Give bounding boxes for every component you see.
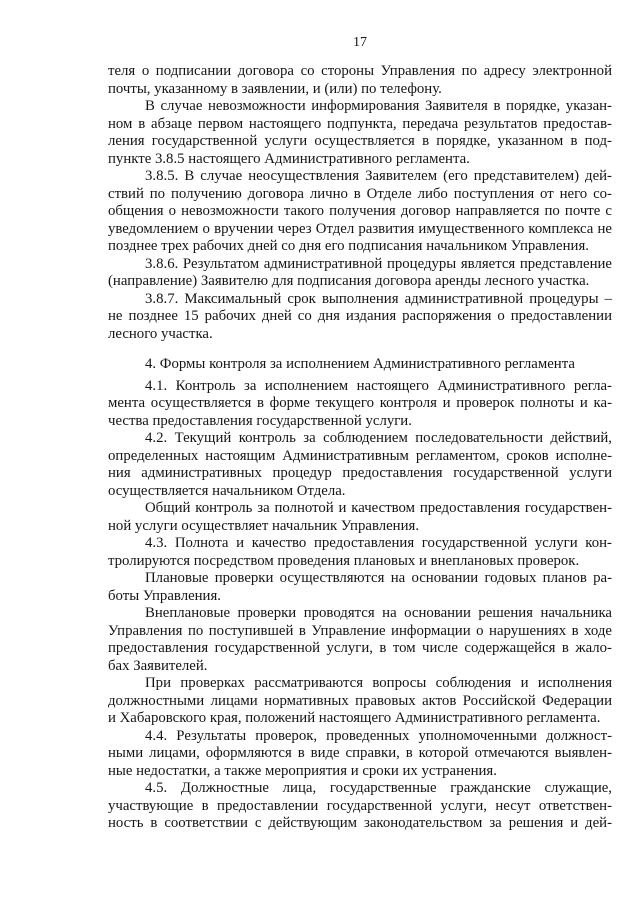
text-line: ния административных процедур предоставления государственной услуги: [108, 465, 612, 481]
paragraph: [108, 780, 612, 833]
text-line: бах Заявителей.: [108, 657, 208, 674]
paragraph: [108, 168, 612, 256]
text-line: пункте 3.8.5 настоящего Административного регламента.: [108, 150, 470, 167]
text-line: В случае невозможности информирования Заявителя в порядке, указан-: [145, 98, 612, 114]
text-line: ной услуги осуществляет начальник Управления.: [108, 517, 420, 534]
text-line: При проверках рассматриваются вопросы соблюдения и исполнения: [145, 675, 612, 691]
text-line: лесного участка.: [108, 325, 213, 342]
paragraph: [108, 291, 612, 344]
text-line: участвующие в предоставлении государственной услуги, несут ответствен-: [108, 797, 612, 814]
text-line: ном в абзаце первом настоящего подпункта, передача результатов предостав-: [108, 115, 612, 132]
text-line: ные недостатки, а также мероприятия и сроки их устранения.: [108, 762, 497, 779]
text-line: и Хабаровского края, положений настоящего Административного регламента.: [108, 710, 601, 726]
paragraph: [108, 256, 612, 291]
paragraph: [108, 430, 612, 500]
text-line: теля о подписании договора со стороны Управления по адресу электронной: [108, 63, 612, 79]
paragraph: [108, 378, 612, 431]
section-3-continuation: [108, 63, 612, 343]
text-line: осуществляется начальником Отдела.: [108, 482, 346, 499]
text-line: ствий по получению договора лично в Отделе либо поступления от него со-: [108, 185, 612, 202]
text-line: определенных настоящим Административным регламентом, сроков исполне-: [108, 447, 612, 464]
text-line: Внеплановые проверки проводятся на основании решения начальника: [145, 605, 612, 621]
text-line: 4.3. Полнота и качество предоставления государственной услуги кон-: [145, 535, 612, 551]
text-line: 3.8.5. В случае неосуществления Заявителем (его представителем) дей-: [145, 168, 612, 184]
text-line: чества предоставления государственной услуги.: [108, 412, 412, 429]
text-line: не позднее 15 рабочих дней со дня издания распоряжения о предоставлении: [108, 308, 612, 324]
text-line: Плановые проверки осуществляются на основании годовых планов ра-: [145, 570, 612, 586]
text-line: почты, указанному в заявлении, и (или) по телефону.: [108, 80, 442, 97]
text-line: мента осуществляется в форме текущего контроля и проверок полноты и ка-: [108, 395, 612, 411]
text-line: ления государственной услуги осуществляется в порядке, указанном в под-: [108, 133, 612, 149]
text-line: 3.8.7. Максимальный срок выполнения административной процедуры –: [145, 290, 612, 307]
document-body: [108, 63, 612, 833]
text-line: общения о невозможности такого получения договор направляется по почте с: [108, 203, 612, 219]
text-line: 4.4. Результаты проверок, проведенных уполномоченными должност-: [145, 727, 612, 744]
text-line: предоставления государственной услуги, в том числе содержащейся в жало-: [108, 640, 612, 656]
paragraph: [108, 675, 612, 728]
text-line: Общий контроль за полнотой и качеством предоставления государствен-: [145, 500, 612, 516]
text-line: должностными лицами нормативных правовых актов Российской Федерации: [108, 692, 612, 709]
text-line: 4.5. Должностные лица, государственные гражданские служащие,: [145, 780, 612, 796]
text-line: боты Управления.: [108, 587, 221, 604]
paragraph: [108, 98, 612, 168]
text-line: (направление) Заявителю для подписания договора аренды лесного участка.: [108, 273, 590, 289]
section-heading: 4. Формы контроля за исполнением Административного регламента: [145, 356, 575, 372]
text-line: тролируются посредством проведения плановых и внеплановых проверок.: [108, 552, 580, 569]
paragraph: [108, 535, 612, 570]
paragraph: [108, 500, 612, 535]
text-line: Управления по поступившей в Управление информации о нарушениях в ходе: [108, 622, 612, 639]
text-line: уведомлением о вручении через Отдел развития имущественного комплекса не: [108, 220, 612, 237]
text-line: 3.8.6. Результатом административной процедуры является представление: [145, 255, 612, 272]
paragraph: [108, 728, 612, 781]
page-number: 17: [353, 35, 367, 50]
text-line: ными лицами, оформляются в виде справки, в которой отмечаются выявлен-: [108, 745, 612, 761]
paragraph: [108, 605, 612, 675]
text-line: 4.2. Текущий контроль за соблюдением последовательности действий,: [145, 430, 612, 446]
paragraph: [108, 570, 612, 605]
paragraph: [108, 63, 612, 98]
section-4-body: [108, 378, 612, 833]
text-line: позднее трех рабочих дней со дня его подписания начальником Управления.: [108, 238, 589, 254]
text-line: ность в соответствии с действующим законодательством за решения и дей-: [108, 815, 612, 831]
text-line: 4.1. Контроль за исполнением настоящего Административного регла-: [145, 377, 612, 394]
